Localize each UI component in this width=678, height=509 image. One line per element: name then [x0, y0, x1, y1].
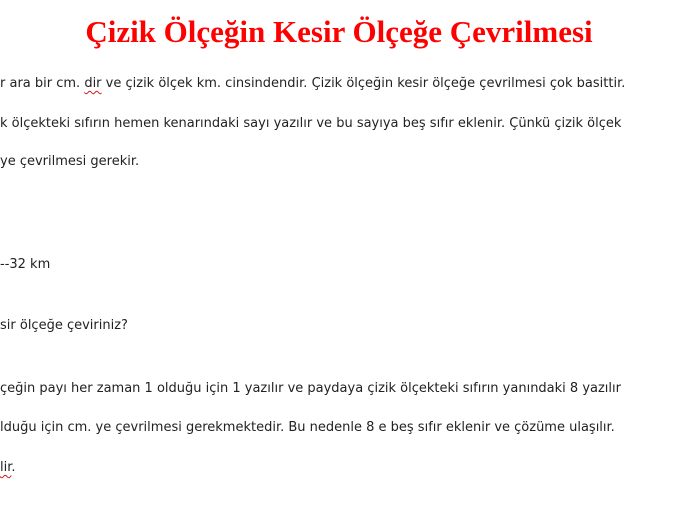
- paragraph-line-2: k ölçekteki sıfırın hemen kenarındaki sayı yazılır ve bu sayıya beş sıfır eklenir. Çünkü çizik ölçek: [0, 116, 622, 131]
- question-line: sir ölçeğe çeviriniz?: [0, 318, 128, 333]
- text-segment: ve çizik ölçek km. cinsindendir. Çizik ölçeğin kesir ölçeğe çevrilmesi çok basittir.: [101, 76, 626, 91]
- example-scale-line: --32 km: [0, 257, 51, 272]
- spellcheck-word: lir: [0, 460, 12, 475]
- paragraph-line-3: ye çevrilmesi gerekir.: [0, 154, 140, 169]
- paragraph-line-1: [0, 75, 625, 93]
- solution-line-2: lduğu için cm. ye çevrilmesi gerekmektedir. Bu nedenle 8 e beş sıfır eklenir ve çözüme ulaşılır.: [0, 420, 615, 435]
- text-segment: .: [11, 460, 16, 475]
- spellcheck-word: dir: [84, 76, 102, 91]
- page-title: Çizik Ölçeğin Kesir Ölçeğe Çevrilmesi: [85, 14, 593, 49]
- solution-line-1: çeğin payı her zaman 1 olduğu için 1 yazılır ve paydaya çizik ölçekteki sıfırın yanındaki 8 yazılır: [0, 381, 621, 396]
- solution-line-3: [0, 459, 16, 477]
- text-segment: r ara bir cm.: [0, 76, 85, 91]
